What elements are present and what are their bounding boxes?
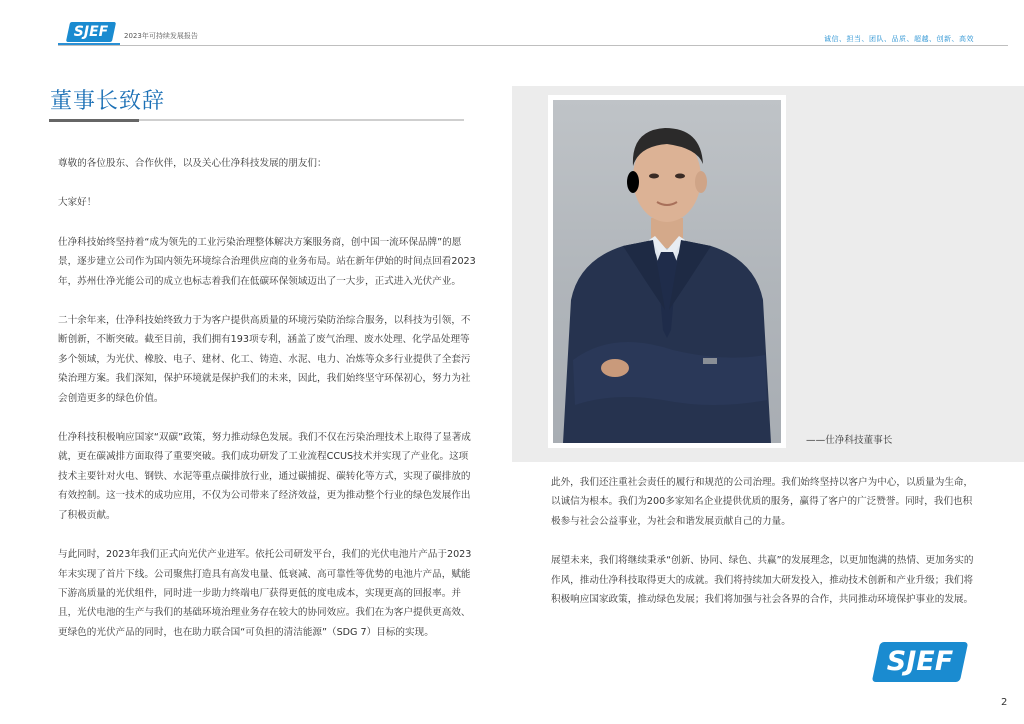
paragraph-carbon: 仕净科技积极响应国家“双碳”政策，努力推动绿色发展。我们不仅在污染治理技术上取得了显著成就，更在碳减排方面取得了重要突破。我们成功研发了工业流程CCUS技术并实现了产业化。这项技术主要针对火电、钢铁、水泥等重点碳排放行业，通过碳捕捉、碳转化等方式，实现了碳排放的有效控制。这一技术的成功应用，不仅为公司带来了经济效益，更为推动整个行业的绿色发展作出了积极贡献。 [58, 432, 471, 521]
footer-logo [872, 642, 969, 682]
page-number: 2 [1001, 697, 1008, 708]
report-label: 2023年可持续发展报告 [124, 32, 198, 40]
portrait-illustration [553, 100, 781, 443]
chairman-portrait [553, 100, 781, 443]
title-underline-accent [49, 119, 139, 122]
paragraph-outlook: 展望未来，我们将继续秉承“创新、协同、绿色、共赢”的发展理念，以更加饱满的热情、更加务实的作风，推动仕净科技取得更大的成就。我们将持续加大研发投入，推动技术创新和产业升级；我们将积极响应国家政策，推动绿色发展；我们将加强与社会各界的合作，共同推动环境保护事业的发展。 [551, 555, 974, 606]
header-logo-text: SJEF [73, 24, 109, 40]
page-title: 董事长致辞 [50, 89, 166, 114]
paragraph-responsibility: 此外，我们还注重社会责任的履行和规范的公司治理。我们始终坚持以客户为中心，以质量为生命，以诚信为根本。我们为200多家知名企业提供优质的服务，赢得了客户的广泛赞誉。同时，我们也积极参与社会公益事业，为社会和谐发展贡献自己的力量。 [551, 477, 974, 527]
right-text-column [551, 473, 976, 629]
header-divider-accent [58, 43, 120, 45]
paragraph-photovoltaic: 与此同时，2023年我们正式向光伏产业进军。依托公司研发平台，我们的光伏电池片产品于2023年末实现了首片下线。公司聚焦打造具有高发电量、低衰减、高可靠性等优势的电池片产品，赋能下游高质量的光伏组件，同时进一步助力终端电厂获得更低的度电成本，实现更高的回报率。并且，光伏电池的生产与我们的基础环境治理业务存在较大的协同效应。我们在为客户提供更高效、更绿色的光伏产品的同时，也在助力联合国“可负担的清洁能源”（SDG 7）目标的实现。 [58, 549, 472, 638]
footer-logo-text: SJEF [886, 646, 954, 677]
left-text-column [58, 154, 476, 662]
greeting: 大家好！ [58, 197, 97, 209]
photo-caption: ——仕净科技董事长 [806, 435, 893, 446]
header-divider [58, 45, 1008, 46]
paragraph-history: 二十余年来，仕净科技始终致力于为客户提供高质量的环境污染防治综合服务，以科技为引领，不断创新，不断突破。截至目前，我们拥有193项专利，涵盖了废气治理、废水处理、化学品处理等多个领域，为光伏、橡胶、电子、建材、化工、铸造、水泥、电力、冶炼等众多行业提供了全套污染治理方案。我们深知，保护环境就是保护我们的未来，因此，我们始终坚守环保初心，努力为社会创造更多的绿色价值。 [58, 315, 471, 404]
header-keywords: 诚信、担当、团队、品质、超越、创新、高效 [824, 35, 974, 43]
paragraph-vision: 仕净科技始终坚持着“成为领先的工业污染治理整体解决方案服务商，创中国一流环保品牌”的愿景，逐步建立公司作为国内领先环境综合治理供应商的业务布局。站在新年伊始的时间点回看2023年，苏州仕净光能公司的成立也标志着我们在低碳环保领域迈出了一大步，正式进入光伏产业。 [58, 236, 476, 287]
header-logo [66, 22, 116, 42]
salutation: 尊敬的各位股东、合作伙伴，以及关心仕净科技发展的朋友们： [58, 158, 327, 169]
